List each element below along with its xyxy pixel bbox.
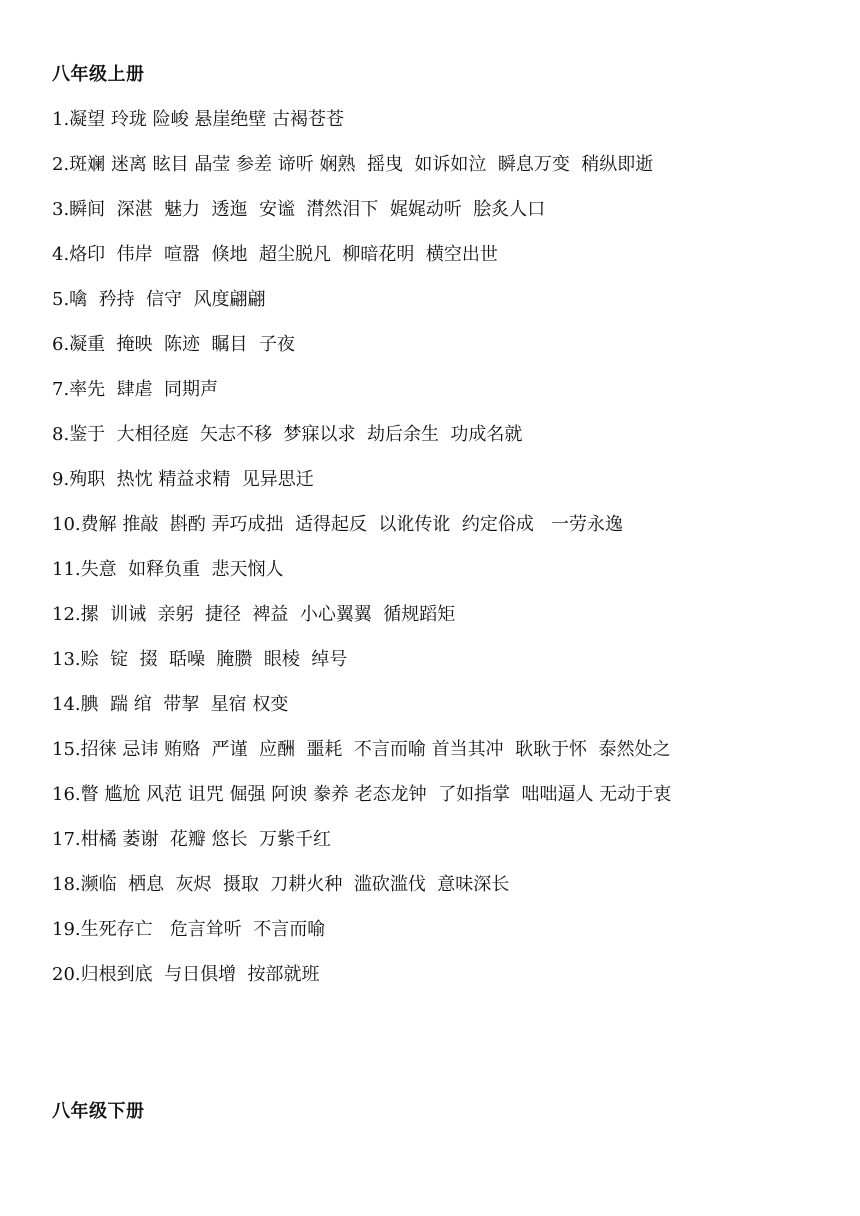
vocab-line-2: 2.斑斓 迷离 眩目 晶莹 参差 谛听 娴熟 摇曳 如诉如泣 瞬息万变 稍纵即逝 — [52, 154, 654, 175]
vocab-line-19: 19.生死存亡 危言耸听 不言而喻 — [52, 919, 326, 940]
vocab-line-14: 14.腆 踹 绾 带挈 星宿 权变 — [52, 694, 289, 715]
vocab-line-11: 11.失意 如释负重 悲天悯人 — [52, 559, 284, 580]
vocab-line-12: 12.摞 训诫 亲躬 捷径 裨益 小心翼翼 循规蹈矩 — [52, 604, 456, 625]
section-heading-grade8-vol1: 八年级上册 — [52, 64, 145, 85]
vocab-list-grade8-vol1 — [52, 108, 852, 1008]
vocab-line-15: 15.招徕 忌讳 贿赂 严谨 应酬 噩耗 不言而喻 首当其冲 耿耿于怀 泰然处之 — [52, 739, 671, 760]
vocab-line-16: 16.瞥 尴尬 风范 诅咒 倔强 阿谀 豢养 老态龙钟 了如指掌 咄咄逼人 无动于衷 — [52, 784, 672, 805]
vocab-line-4: 4.烙印 伟岸 喧嚣 倏地 超尘脱凡 柳暗花明 横空出世 — [52, 244, 498, 265]
vocab-line-17: 17.柑橘 萎谢 花瓣 悠长 万紫千红 — [52, 829, 331, 850]
vocab-line-6: 6.凝重 掩映 陈迹 瞩目 子夜 — [52, 334, 295, 355]
vocab-line-13: 13.赊 锭 掇 聒噪 腌臜 眼棱 绰号 — [52, 649, 348, 670]
vocab-line-18: 18.濒临 栖息 灰烬 摄取 刀耕火种 滥砍滥伐 意味深长 — [52, 874, 510, 895]
vocab-line-3: 3.瞬间 深湛 魅力 透迤 安谧 潸然泪下 娓娓动听 脍炙人口 — [52, 199, 546, 220]
vocab-line-5: 5.噙 矜持 信守 风度翩翩 — [52, 289, 266, 310]
vocab-line-9: 9.殉职 热忱 精益求精 见异思迁 — [52, 469, 314, 490]
vocab-line-20: 20.归根到底 与日俱增 按部就班 — [52, 964, 320, 985]
vocab-line-8: 8.鉴于 大相径庭 矢志不移 梦寐以求 劫后余生 功成名就 — [52, 424, 523, 445]
vocab-line-1: 1.凝望 玲珑 险峻 悬崖绝壁 古褐苍苍 — [52, 109, 345, 130]
vocab-line-7: 7.率先 肆虐 同期声 — [52, 379, 219, 400]
vocab-line-10: 10.费解 推敲 斟酌 弄巧成拙 适得起反 以讹传讹 约定俗成 一劳永逸 — [52, 514, 624, 535]
section-heading-grade8-vol2: 八年级下册 — [52, 1101, 145, 1122]
